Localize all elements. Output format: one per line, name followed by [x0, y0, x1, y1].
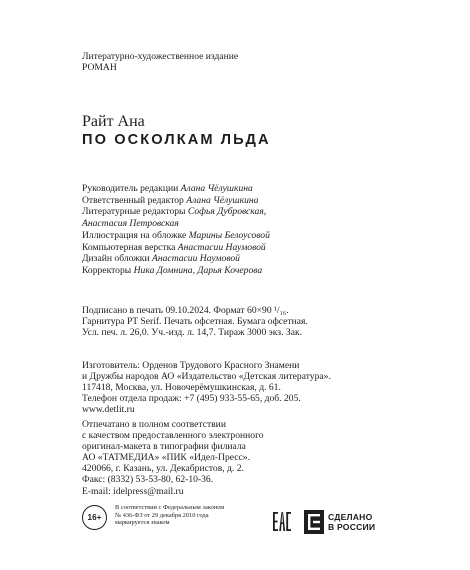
publisher-line: 117418, Москва, ул. Новочерёмушкинская, д. 61.	[82, 382, 281, 394]
printer-line: оригинал-макета в типографии филиала	[82, 441, 246, 453]
credit-role: Литературные редакторы	[82, 206, 186, 218]
credit-role: Иллюстрация на обложке	[82, 229, 187, 241]
credit-line	[82, 265, 452, 277]
print-specs	[82, 305, 452, 338]
credit-name: Анастасии Наумовой	[177, 241, 266, 253]
printer-line: с качеством предоставленного электронного	[82, 430, 264, 442]
credit-name: Алана Чёлушкина	[180, 183, 253, 194]
printer-line: АО «ТАТМЕДИА» «ПИК «Идел-Пресс».	[82, 452, 250, 464]
publisher-line: Изготовитель: Орденов Трудового Красного Знамени	[82, 360, 300, 371]
printer-line: Отпечатано в полном соответствии	[82, 419, 226, 430]
made-in-russia-icon	[304, 510, 324, 534]
printer-info	[82, 419, 452, 497]
publisher-website: www.detlit.ru	[82, 404, 135, 416]
credit-name: Анастасия Петровская	[82, 218, 179, 230]
printer-email: E-mail: idelpress@mail.ru	[82, 485, 184, 497]
book-author: Райт Ана	[82, 113, 145, 130]
law-note-line: № 436-ФЗ от 29 декабря 2010 года	[115, 511, 209, 519]
publisher-line: и Дружбы народов АО «Издательство «Детская литература».	[82, 371, 331, 383]
made-in-russia-text	[328, 512, 375, 532]
credit-line	[82, 242, 452, 254]
credit-line	[82, 230, 452, 242]
credit-name: Ника Домнина, Дарья Кочерова	[133, 264, 263, 276]
made-in-line: СДЕЛАНО	[328, 512, 373, 522]
edition-genre: РОМАН	[82, 62, 117, 74]
credit-name: Софья Дубровская,	[187, 206, 267, 218]
print-spec-line: Усл. печ. л. 26,0. Уч.-изд. л. 14,7. Тираж 3000 экз. Зак.	[82, 327, 303, 339]
credits-list	[82, 183, 452, 277]
credit-line	[82, 218, 452, 230]
print-spec-line: Гарнитура PT Serif. Печать офсетная. Бумага офсетная.	[82, 316, 308, 328]
credit-line	[82, 206, 452, 218]
eac-icon	[273, 512, 291, 531]
made-in-russia-logo	[304, 510, 376, 534]
edition-info	[82, 51, 452, 73]
book-title: ПО ОСКОЛКАМ ЛЬДА	[82, 132, 271, 148]
publisher-line: Телефон отдела продаж: +7 (495) 933-55-65, доб. 205.	[82, 393, 301, 405]
made-in-line: В РОССИИ	[328, 522, 376, 532]
credit-role: Ответственный редактор	[82, 194, 184, 206]
print-spec-line: Подписано в печать 09.10.2024. Формат 60×90 ¹/₁₆.	[82, 305, 289, 316]
publisher-info	[82, 360, 452, 415]
edition-type: Литературно-художественное издание	[82, 51, 239, 62]
printer-line: 420066, г. Казань, ул. Декабристов, д. 2.	[82, 463, 244, 475]
credit-name: Алана Чёлушкина	[186, 194, 259, 206]
age-rating-law-note	[115, 504, 255, 527]
credit-line	[82, 253, 452, 265]
credit-role: Корректоры	[82, 264, 132, 276]
law-note-line: маркируется знаком	[115, 519, 170, 527]
law-note-line: В соответствии с Федеральным законом	[115, 504, 225, 511]
credit-role: Дизайн обложки	[82, 253, 150, 265]
credit-name: Марины Белоусовой	[188, 229, 270, 241]
age-rating-badge: 16+	[82, 505, 107, 530]
credit-role: Компьютерная верстка	[82, 241, 176, 253]
credit-name: Анастасии Наумовой	[152, 253, 240, 265]
footer-marks	[82, 496, 452, 536]
credit-role: Руководитель редакции	[82, 183, 179, 194]
credit-line	[82, 183, 452, 195]
printer-line: Факс: (8332) 53-53-80, 62-10-36.	[82, 474, 214, 486]
credit-line	[82, 195, 452, 207]
